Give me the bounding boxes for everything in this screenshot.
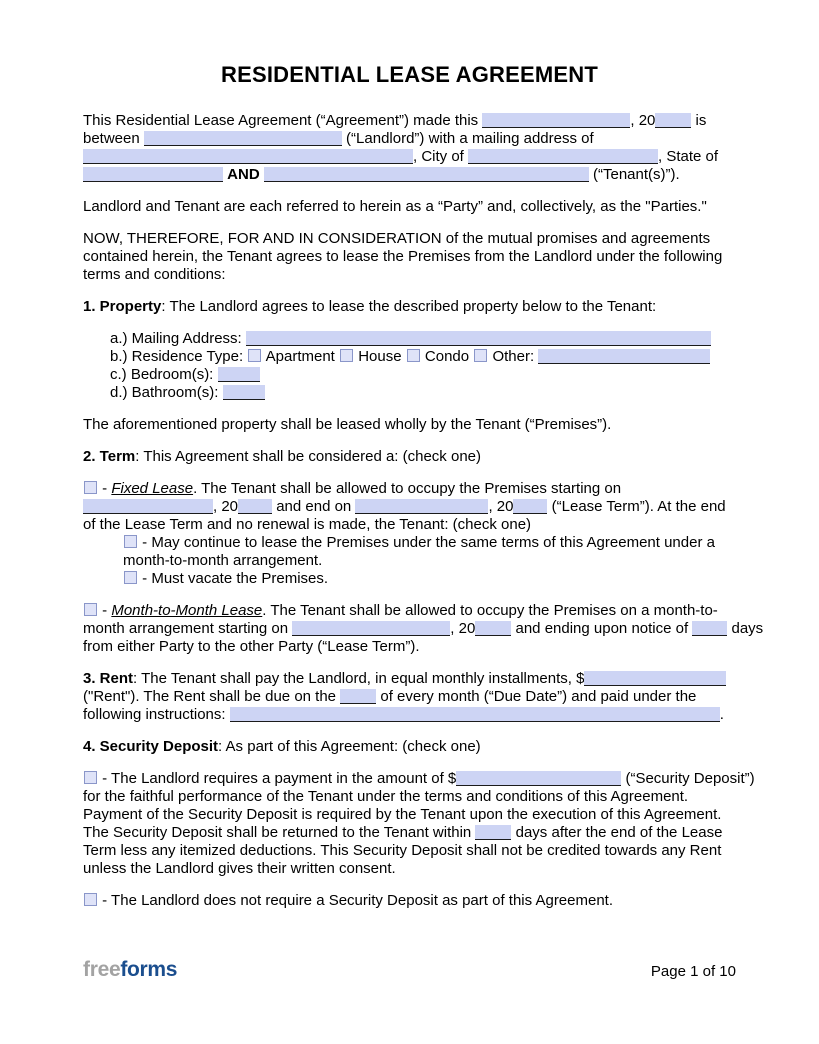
- text-segment: -: [98, 602, 112, 619]
- text-line: [83, 516, 736, 534]
- text-segment: Other:: [488, 348, 539, 365]
- checkbox[interactable]: [407, 349, 420, 362]
- checkbox[interactable]: [474, 349, 487, 362]
- text-line: [83, 638, 736, 656]
- text-segment: - Must vacate the Premises.: [138, 570, 329, 587]
- blank-field[interactable]: [83, 167, 223, 182]
- text-segment: c.) Bedroom(s):: [110, 366, 218, 383]
- text-line: [83, 248, 736, 266]
- text-line: [83, 892, 736, 910]
- text-segment: NOW, THEREFORE, FOR AND IN CONSIDERATION of the mutual promises and agreements: [83, 230, 711, 247]
- text-segment: 3. Rent: [83, 670, 134, 687]
- blank-field[interactable]: [355, 499, 488, 514]
- text-line: [83, 824, 736, 842]
- premises-clause: [83, 416, 736, 434]
- section-2-term-heading: [83, 448, 736, 466]
- logo-free-text: free: [83, 958, 121, 981]
- text-segment: days after the end of the Lease: [511, 824, 723, 841]
- document-content: [83, 62, 764, 910]
- text-segment: The aforementioned property shall be leased wholly by the Tenant (“Premises”).: [83, 416, 612, 433]
- fixed-lease-clause: [83, 480, 736, 588]
- blank-field[interactable]: [513, 499, 547, 514]
- page-footer: [83, 958, 736, 982]
- checkbox[interactable]: [248, 349, 261, 362]
- text-line: [83, 480, 736, 498]
- blank-field[interactable]: [538, 349, 710, 364]
- blank-field[interactable]: [692, 621, 727, 636]
- blank-field[interactable]: [482, 113, 630, 128]
- blank-field[interactable]: [83, 499, 213, 514]
- blank-field[interactable]: [475, 825, 511, 840]
- text-segment: House: [354, 348, 406, 365]
- text-segment: following instructions:: [83, 706, 230, 723]
- blank-field[interactable]: [218, 367, 260, 382]
- text-segment: 1. Property: [83, 298, 162, 315]
- blank-field[interactable]: [655, 113, 691, 128]
- text-segment: month-to-month arrangement.: [123, 552, 323, 569]
- text-segment: (“Security Deposit”): [621, 770, 755, 787]
- text-segment: Term less any itemized deductions. This Security Deposit shall not be credited towards any Rent: [83, 842, 722, 859]
- text-segment: : This Agreement shall be considered a: (check one): [135, 448, 481, 465]
- text-line: [83, 620, 764, 638]
- page-title: RESIDENTIAL LEASE AGREEMENT: [221, 62, 598, 87]
- blank-field[interactable]: [223, 385, 265, 400]
- text-segment: - May continue to lease the Premises under the same terms of this Agreement under a: [138, 534, 715, 551]
- blank-field[interactable]: [264, 167, 589, 182]
- text-segment: unless the Landlord gives their written consent.: [83, 860, 396, 877]
- blank-field[interactable]: [584, 671, 726, 686]
- text-segment: This Residential Lease Agreement (“Agreement”) made this: [83, 112, 483, 129]
- text-segment: : The Landlord agrees to lease the described property below to the Tenant:: [161, 298, 657, 315]
- blank-field[interactable]: [144, 131, 342, 146]
- blank-field[interactable]: [246, 331, 711, 346]
- text-line: [83, 298, 736, 316]
- blank-field[interactable]: [456, 771, 621, 786]
- text-line: [83, 230, 736, 248]
- text-line: [83, 498, 736, 516]
- text-segment: .: [719, 706, 724, 723]
- text-line: [83, 670, 736, 688]
- blank-field[interactable]: [230, 707, 720, 722]
- text-segment: days: [727, 620, 764, 637]
- text-segment: (“Landlord”) with a mailing address of: [341, 130, 594, 147]
- freeforms-logo: [83, 958, 177, 982]
- security-deposit-required-clause: [83, 770, 755, 878]
- text-segment: terms and conditions:: [83, 266, 226, 283]
- blank-field[interactable]: [83, 149, 413, 164]
- logo-forms-text: forms: [120, 958, 178, 981]
- blank-field[interactable]: [340, 689, 376, 704]
- text-segment: (“Tenant(s)”).: [588, 166, 680, 183]
- text-line: [83, 788, 736, 806]
- property-details-list: [83, 330, 736, 402]
- text-segment: -: [98, 480, 112, 497]
- text-line: [83, 602, 736, 620]
- text-line: [83, 166, 736, 184]
- text-segment: , 20: [213, 498, 239, 515]
- text-line: [83, 706, 736, 724]
- checkbox[interactable]: [84, 481, 97, 494]
- section-4-security-deposit-heading: [83, 738, 736, 756]
- section-3-rent-clause: [83, 670, 736, 724]
- text-segment: , State of: [658, 148, 719, 165]
- text-segment: contained herein, the Tenant agrees to lease the Premises from the Landlord under the following: [83, 248, 723, 265]
- text-segment: The Security Deposit shall be returned to the Tenant within: [83, 824, 476, 841]
- text-segment: Landlord and Tenant are each referred to herein as a “Party” and, collectively, as the "Parties.": [83, 198, 707, 215]
- text-segment: (“Lease Term”). At the end: [547, 498, 726, 515]
- text-line: [83, 534, 736, 552]
- text-segment: Apartment: [262, 348, 340, 365]
- text-segment: 4. Security Deposit: [83, 738, 219, 755]
- text-segment: a.) Mailing Address:: [110, 330, 246, 347]
- text-segment: - The Landlord requires a payment in the amount of $: [98, 770, 457, 787]
- checkbox[interactable]: [124, 535, 137, 548]
- page-number-label: Page 1 of 10: [650, 963, 736, 980]
- text-line: [83, 130, 736, 148]
- text-line: [83, 738, 736, 756]
- text-segment: : As part of this Agreement: (check one): [218, 738, 481, 755]
- text-segment: . The Tenant shall be allowed to occupy the Premises on a month-to-: [262, 602, 718, 619]
- text-segment: , 20: [488, 498, 514, 515]
- text-segment: is: [691, 112, 707, 129]
- text-line: [83, 860, 736, 878]
- text-segment: , 20: [450, 620, 476, 637]
- blank-field[interactable]: [292, 621, 450, 636]
- text-segment: month arrangement starting on: [83, 620, 293, 637]
- section-1-property-heading: [83, 298, 736, 316]
- text-segment: Month-to-Month Lease: [111, 602, 263, 619]
- text-segment: AND: [227, 166, 260, 183]
- text-segment: of every month (“Due Date”) and paid under the: [376, 688, 697, 705]
- text-segment: Payment of the Security Deposit is required by the Tenant upon the execution of this Agreement.: [83, 806, 722, 823]
- checkbox[interactable]: [84, 771, 97, 784]
- intro-paragraph: [83, 112, 736, 184]
- checkbox[interactable]: [84, 893, 97, 906]
- text-segment: of the Lease Term and no renewal is made, the Tenant: (check one): [83, 516, 532, 533]
- month-to-month-clause: [83, 602, 764, 656]
- text-line: [83, 416, 736, 434]
- text-segment: d.) Bathroom(s):: [110, 384, 223, 401]
- text-segment: , City of: [413, 148, 469, 165]
- text-segment: b.) Residence Type:: [110, 348, 248, 365]
- text-line: [83, 806, 736, 824]
- text-line: [83, 448, 736, 466]
- text-segment: Fixed Lease: [111, 480, 194, 497]
- text-line: [83, 366, 736, 384]
- text-line: [83, 112, 736, 130]
- text-line: [83, 384, 736, 402]
- text-segment: - The Landlord does not require a Security Deposit as part of this Agreement.: [98, 892, 614, 909]
- text-segment: from either Party to the other Party (“Lease Term”).: [83, 638, 420, 655]
- text-line: [83, 770, 755, 788]
- security-deposit-not-required-clause: [83, 892, 736, 910]
- text-segment: and end on: [272, 498, 356, 515]
- blank-field[interactable]: [238, 499, 272, 514]
- text-line: [83, 348, 736, 366]
- text-segment: 2. Term: [83, 448, 136, 465]
- consideration-clause: [83, 230, 736, 284]
- text-line: [83, 330, 736, 348]
- blank-field[interactable]: [468, 149, 658, 164]
- text-segment: and ending upon notice of: [511, 620, 693, 637]
- text-segment: between: [83, 130, 144, 147]
- document-body: [83, 112, 764, 910]
- text-line: [83, 148, 736, 166]
- text-line: [83, 842, 736, 860]
- checkbox[interactable]: [340, 349, 353, 362]
- text-line: [83, 688, 736, 706]
- checkbox[interactable]: [84, 603, 97, 616]
- text-segment: . The Tenant shall be allowed to occupy the Premises starting on: [193, 480, 622, 497]
- text-segment: ("Rent"). The Rent shall be due on the: [83, 688, 341, 705]
- text-segment: Condo: [420, 348, 474, 365]
- text-segment: for the faithful performance of the Tenant under the terms and conditions of this Agreement.: [83, 788, 689, 805]
- text-line: [83, 552, 736, 570]
- parties-clause: [83, 198, 736, 216]
- text-line: [83, 266, 736, 284]
- text-line: [83, 570, 736, 588]
- text-segment: : The Tenant shall pay the Landlord, in equal monthly installments, $: [133, 670, 585, 687]
- checkbox[interactable]: [124, 571, 137, 584]
- text-line: [83, 198, 736, 216]
- blank-field[interactable]: [475, 621, 511, 636]
- text-segment: , 20: [630, 112, 656, 129]
